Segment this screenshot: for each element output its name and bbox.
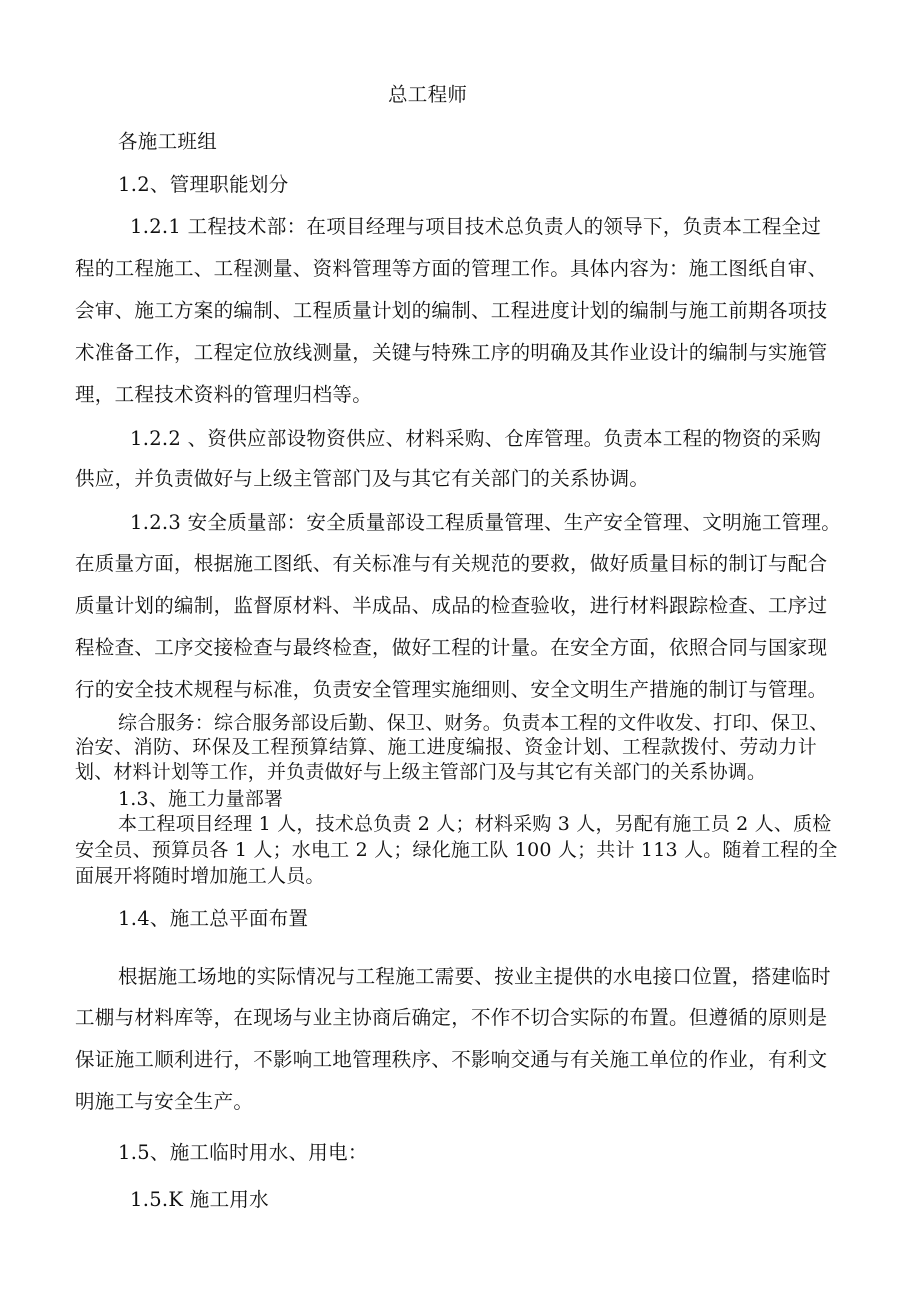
para-1-4-line-4: 明施工与安全生产。 xyxy=(75,1090,254,1113)
heading-section-1-5: 1.5、施工临时用水、用电： xyxy=(118,1141,368,1164)
para-1-2-3-line-1: 1.2.3 安全质量部：安全质量部设工程质量管理、生产安全管理、文明施工管理。 xyxy=(130,511,842,534)
para-1-4-line-2: 工棚与材料库等，在现场与业主协商后确定，不作不切合实际的布置。但遵循的原则是 xyxy=(75,1006,828,1029)
para-1-3-line-3: 面展开将随时增加施工人员。 xyxy=(75,865,325,887)
para-service-line-3: 划、材料计划等工作，并负责做好与上级主管部门及与其它有关部门的关系协调。 xyxy=(75,761,767,783)
heading-section-1-4: 1.4、施工总平面布置 xyxy=(118,907,309,930)
para-1-2-2-line-1: 1.2.2 、资供应部设物资供应、材料采购、仓库管理。负责本工程的物资的采购 xyxy=(130,427,822,450)
para-1-4-line-3: 保证施工顺利进行，不影响工地管理秩序、不影响交通与有关施工单位的作业，有利文 xyxy=(75,1048,828,1071)
para-1-2-1-line-2: 程的工程施工、工程测量、资料管理等方面的管理工作。具体内容为：施工图纸自审、 xyxy=(75,257,828,280)
para-1-2-1-line-3: 会审、施工方案的编制、工程质量计划的编制、工程进度计划的编制与施工前期各项技 xyxy=(75,299,828,322)
title-chief-engineer: 总工程师 xyxy=(388,83,468,106)
para-1-3-line-2: 安全员、预算员各 1 人；水电工 2 人；绿化施工队 100 人；共计 113 人。随着工程的全 xyxy=(75,839,838,861)
para-1-2-3-line-4: 程检查、工序交接检查与最终检查，做好工程的计量。在安全方面，依照合同与国家现 xyxy=(75,636,828,659)
heading-section-1-3: 1.3、施工力量部署 xyxy=(118,788,284,810)
para-1-4-line-1: 根据施工场地的实际情况与工程施工需要、按业主提供的水电接口位置，搭建临时 xyxy=(118,965,831,988)
heading-section-1-5-1: 1.5.K 施工用水 xyxy=(130,1188,269,1211)
para-1-3-line-1: 本工程项目经理 1 人，技术总负责 2 人；材料采购 3 人，另配有施工员 2 人、质检 xyxy=(118,813,832,835)
para-service-line-2: 治安、消防、环保及工程预算结算、施工进度编报、资金计划、工程款拨付、劳动力计 xyxy=(75,736,817,758)
para-service-line-1: 综合服务：综合服务部设后勤、保卫、财务。负责本工程的文件收发、打印、保卫、 xyxy=(118,712,829,734)
heading-construction-teams: 各施工班组 xyxy=(118,130,218,153)
para-1-2-1-line-5: 理，工程技术资料的管理归档等。 xyxy=(75,383,373,406)
para-1-2-2-line-2: 供应，并负责做好与上级主管部门及与其它有关部门的关系协调。 xyxy=(75,467,650,490)
para-1-2-3-line-2: 在质量方面，根据施工图纸、有关标准与有关规范的要救，做好质量目标的制订与配合 xyxy=(75,552,828,575)
para-1-2-3-line-3: 质量计划的编制，监督原材料、半成品、成品的检查验收，进行材料跟踪检查、工序过 xyxy=(75,594,828,617)
heading-section-1-2: 1.2、管理职能划分 xyxy=(118,173,289,196)
para-1-2-1-line-1: 1.2.1 工程技术部：在项目经理与项目技术总负责人的领导下，负责本工程全过 xyxy=(130,215,822,238)
para-1-2-3-line-5: 行的安全技术规程与标准，负责安全管理实施细则、安全文明生产措施的制订与管理。 xyxy=(75,678,828,701)
para-1-2-1-line-4: 术准备工作，工程定位放线测量，关键与特殊工序的明确及其作业设计的编制与实施管 xyxy=(75,341,828,364)
